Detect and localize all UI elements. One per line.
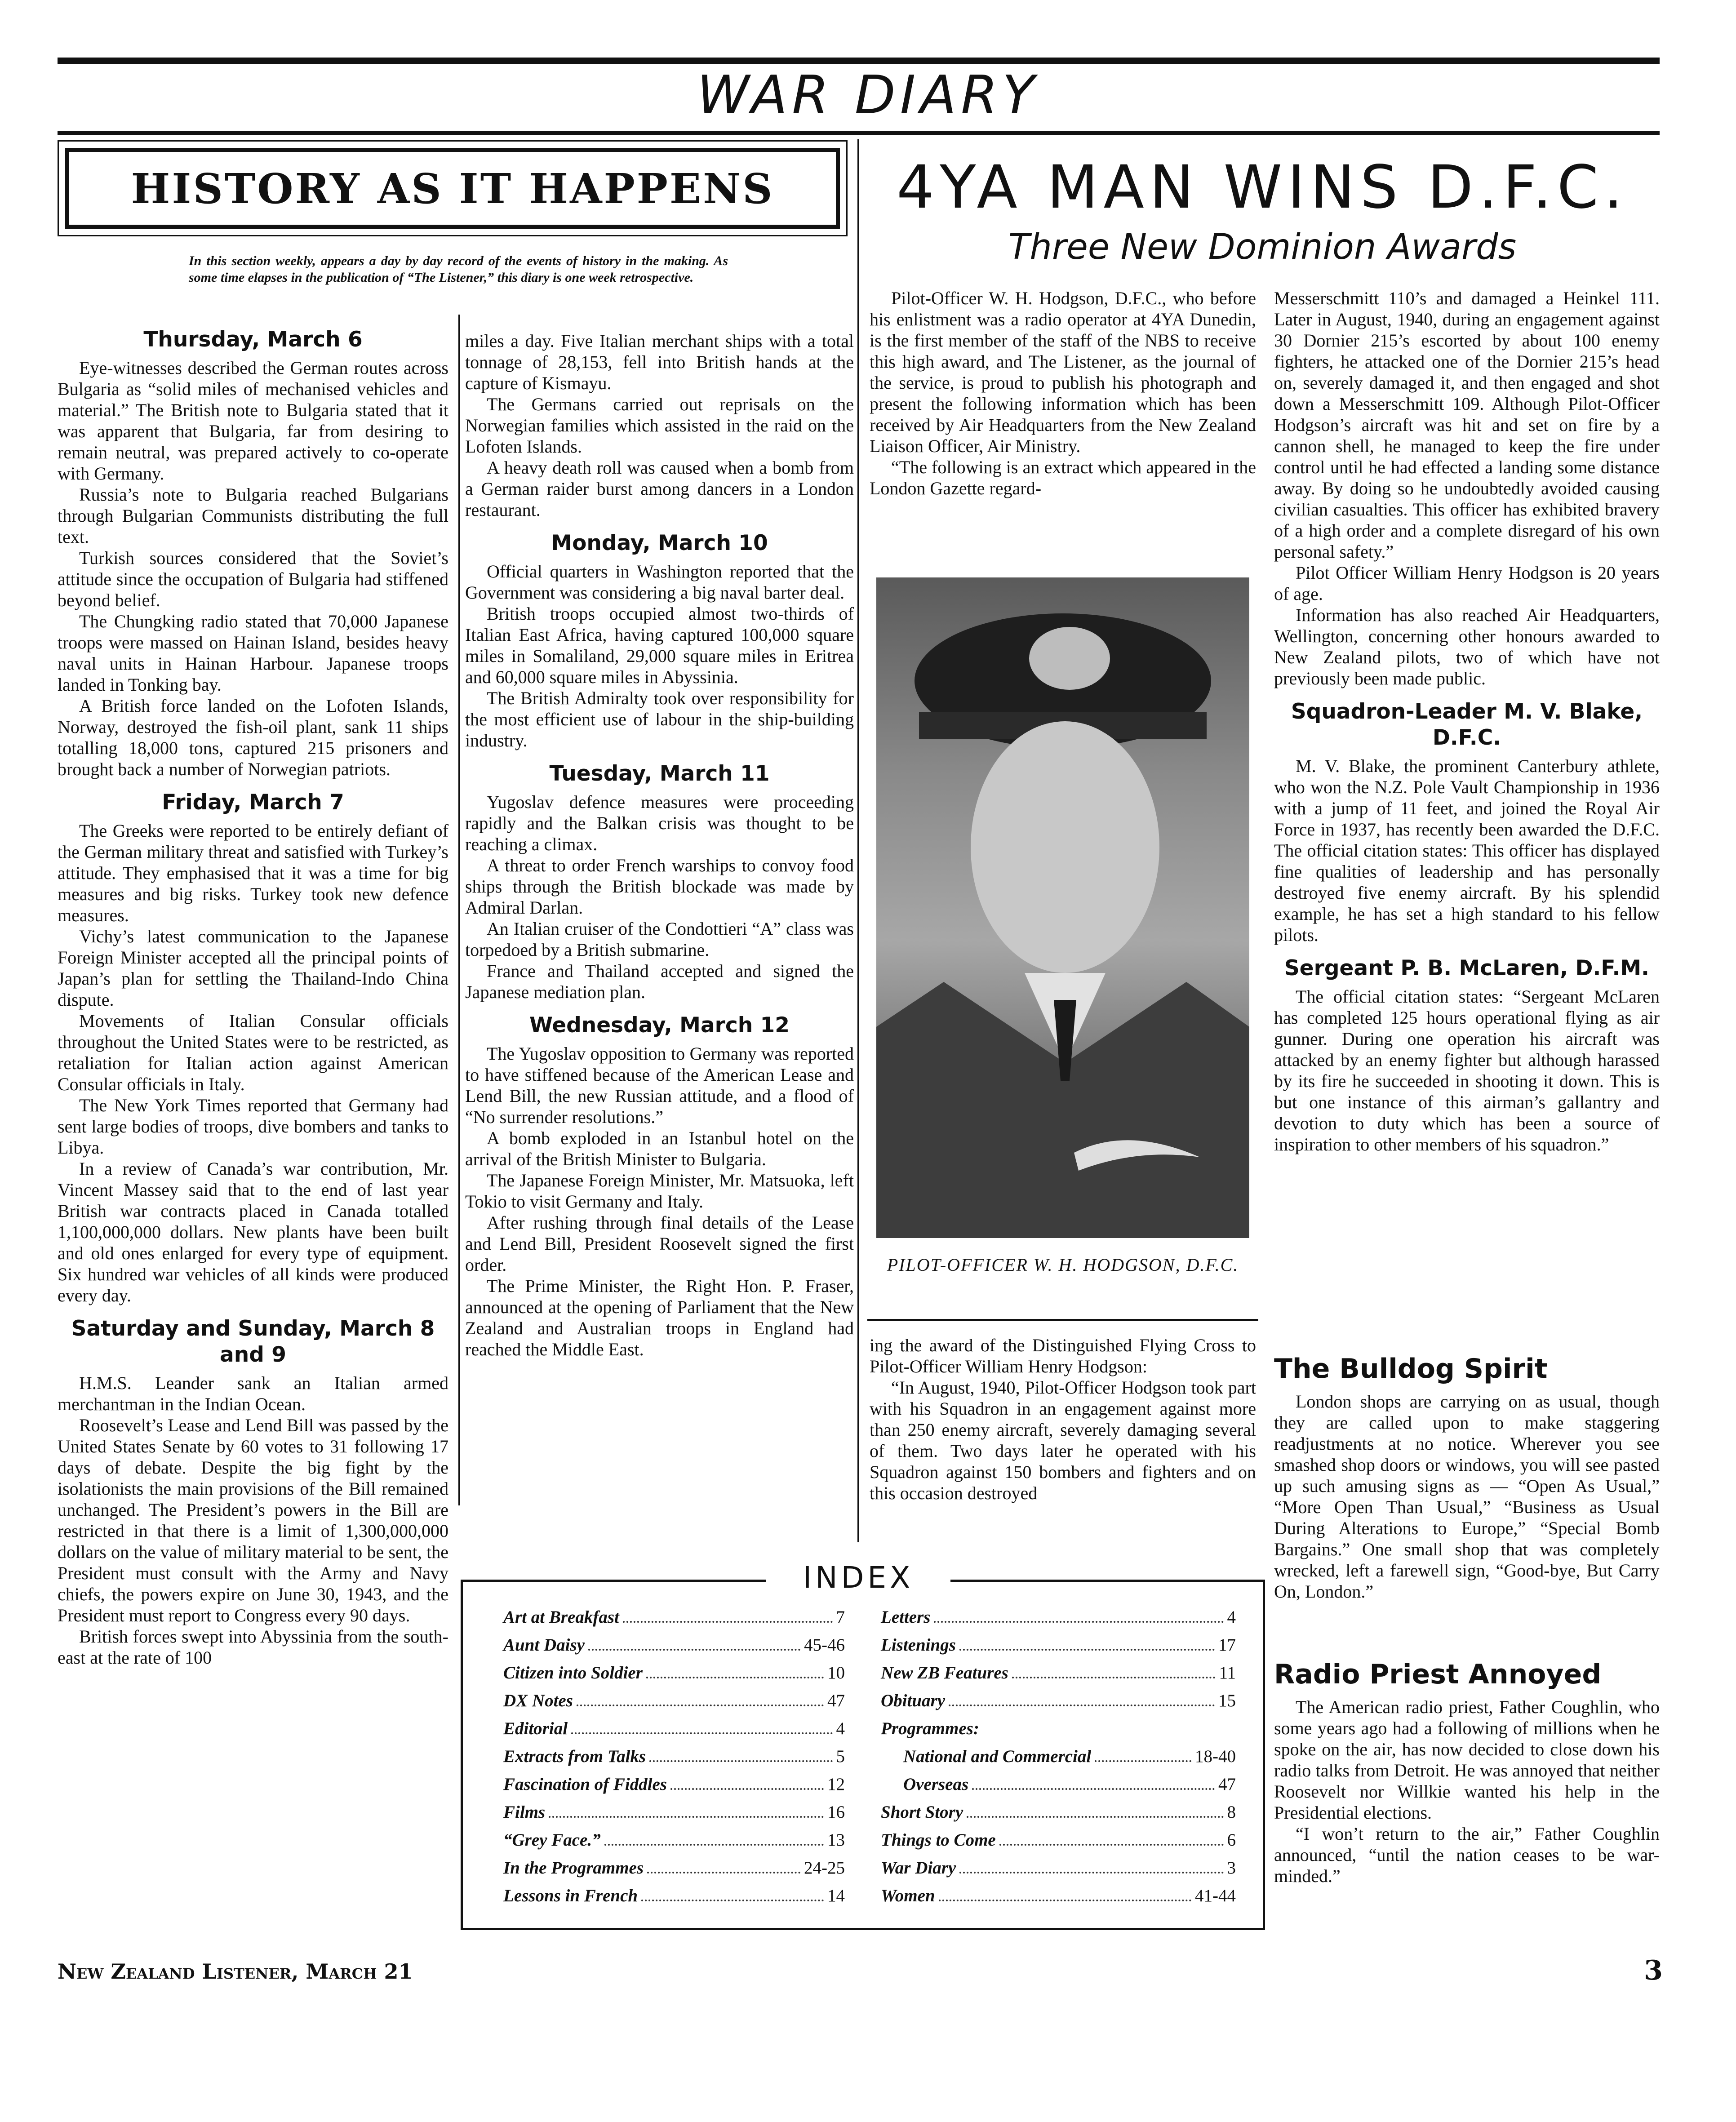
article-paragraph: Russia’s note to Bulgaria reached Bulgarians through Bulgarian Communists distributing the full text. xyxy=(58,484,448,547)
index-entry xyxy=(503,1607,845,1628)
diary-column-2 xyxy=(465,330,854,1544)
index-entry-page: 3 xyxy=(1227,1858,1236,1878)
index-entry xyxy=(503,1857,845,1879)
index-entry xyxy=(503,1885,845,1907)
caption-rule xyxy=(867,1319,1258,1321)
section-subheading: Wednesday, March 12 xyxy=(529,1013,790,1038)
article-paragraph: The British Admiralty took over responsibility for the most efficient use of labour in the ship-building industry. xyxy=(465,688,854,750)
index-leader-dots xyxy=(934,1607,1223,1623)
index-entry-label: Short Story xyxy=(881,1802,963,1822)
index-entry xyxy=(503,1829,845,1851)
index-entry-page: 15 xyxy=(1218,1691,1236,1710)
index-entry-page: 4 xyxy=(836,1719,845,1738)
article-paragraph: “The following is an extract which appeared in the London Gazette regard- xyxy=(870,457,1256,498)
index-leader-dots xyxy=(972,1774,1215,1790)
index-entry xyxy=(881,1885,1236,1907)
index-entry xyxy=(881,1607,1236,1628)
article-paragraph: In a review of Canada’s war contribution, Mr. Vincent Massey said that to the end of last year British war contracts placed in Canada totalled 1,100,000,000 dollars. New plants have been built and old ones enlarged for every type of equipment. Six hundred war vehicles of all kinds were produced every day. xyxy=(58,1159,448,1305)
index-entry xyxy=(881,1690,1236,1712)
index-entry-label: DX Notes xyxy=(503,1691,573,1710)
article-paragraph: A bomb exploded in an Istanbul hotel on the arrival of the British Minister to Bulgaria. xyxy=(465,1128,854,1169)
section-subheading: Friday, March 7 xyxy=(162,790,344,815)
section-subheading: Saturday and Sunday, March 8 and 9 xyxy=(71,1316,435,1367)
index-leader-dots xyxy=(939,1885,1191,1901)
article-paragraph: The official citation states: “Sergeant McLaren has completed 125 hours operational flying as air gunner. During one operation his aircraft was attacked by an enemy fighter but although harassed by its fire he succeeded in shooting it down. This is but one instance of this airman’s gallantry and devotion to duty which has been a source of inspiration to other members of his squadron.” xyxy=(1274,986,1660,1154)
radio-priest-paragraph: “I won’t return to the air,” Father Coughlin announced, “until the nation ceases to be war-minded.” xyxy=(1274,1824,1660,1886)
page-title: WAR DIARY xyxy=(697,64,1039,126)
index-entry-page: 14 xyxy=(827,1886,845,1905)
article-paragraph: The New York Times reported that Germany had sent large bodies of troops, dive bombers and tanks to Libya. xyxy=(58,1095,448,1158)
history-title-box xyxy=(58,140,848,236)
index-leader-dots xyxy=(959,1857,1223,1873)
article-paragraph: Official quarters in Washington reported that the Government was considering a big naval barter deal. xyxy=(465,561,854,603)
index-entry-label: Lessons in French xyxy=(503,1886,638,1905)
index-entry-label: Films xyxy=(503,1802,546,1822)
index-entry xyxy=(881,1829,1236,1851)
article-paragraph: A threat to order French warships to convoy food ships through the British blockade was made by Admiral Darlan. xyxy=(465,855,854,918)
index-entry-page: 18-40 xyxy=(1195,1747,1236,1766)
bulldog-article xyxy=(1274,1391,1660,1643)
article-paragraph: Yugoslav defence measures were proceeding rapidly and the Balkan crisis was thought to be reaching a climax. xyxy=(465,792,854,854)
index-box xyxy=(461,1580,1265,1930)
index-title: INDEX xyxy=(803,1560,914,1595)
index-entry-page: 24-25 xyxy=(804,1858,845,1878)
index-entry-label: Listenings xyxy=(881,1635,956,1655)
article-paragraph: The Chungking radio stated that 70,000 Japanese troops were massed on Hainan Island, besides heavy naval units in Hainan Harbour. Japanese troops landed in Tonking bay. xyxy=(58,611,448,695)
index-leader-dots xyxy=(967,1802,1223,1818)
article-paragraph: Messerschmitt 110’s and damaged a Heinkel 111. Later in August, 1940, during an engagement against 30 Dornier 215’s escorted by about 100 enemy fighters, he attacked one of the Dornier 215’s head on, severely damaged it, and then engaged and shot down a Messerschmitt 109. Although Pilot-Officer Hodgson’s aircraft was hit and set on fire by a cannon shell, he managed to keep the fire under control until he had effected a landing some distance away. By doing so he undoubtedly avoided causing civilian casualties. This officer has exhibited bravery of a high order and a complete disregard of his own personal safety.” xyxy=(1274,288,1660,562)
article-paragraph: The Japanese Foreign Minister, Mr. Matsuoka, left Tokio to visit Germany and Italy. xyxy=(465,1170,854,1212)
column-divider xyxy=(458,315,460,1505)
index-entry-label: Programmes: xyxy=(881,1719,979,1738)
index-entry-label: Things to Come xyxy=(881,1830,996,1850)
index-entry xyxy=(903,1746,1236,1767)
index-entry-page: 7 xyxy=(836,1607,845,1627)
article-paragraph: Eye-witnesses described the German routes across Bulgaria as “solid miles of mechanised vehicles and material.” The British note to Bulgaria stated that it was apparent that Bulgaria, far from desiring to remain neutral, was prepared actively to co-operate with Germany. xyxy=(58,358,448,484)
index-entry-page: 4 xyxy=(1227,1607,1236,1627)
article-paragraph: miles a day. Five Italian merchant ships with a total tonnage of 28,153, fell into British hands at the capture of Kismayu. xyxy=(465,331,854,393)
dfc-column-3-bottom xyxy=(870,1335,1256,1537)
article-paragraph: M. V. Blake, the prominent Canterbury athlete, who won the N.Z. Pole Vault Championship in 1936 with a jump of 11 feet, and joined the Royal Air Force in 1937, has recently been awarded the D.F.C. The official citation states: This officer has displayed fine qualities of leadership and has personally destroyed five enemy aircraft. By his splendid example, he has set a high standard to his fellow pilots. xyxy=(1274,756,1660,945)
article-paragraph: H.M.S. Leander sank an Italian armed merchantman in the Indian Ocean. xyxy=(58,1373,448,1414)
article-paragraph: The Yugoslav opposition to Germany was reported to have stiffened because of the American Lease and Lend Bill, the new Russian attitude, and a flood of “No surrender resolutions.” xyxy=(465,1043,854,1127)
article-paragraph: The Germans carried out reprisals on the Norwegian families which assisted in the raid on the Lofoten Islands. xyxy=(465,394,854,457)
index-entry-label: In the Programmes xyxy=(503,1858,644,1878)
article-paragraph: The Greeks were reported to be entirely defiant of the German military threat and satisfied with Turkey’s attitude. They emphasised that it was a time for big measures and big risks. Turkey took new defence measures. xyxy=(58,821,448,925)
index-leader-dots xyxy=(649,1746,832,1762)
index-entry-page: 11 xyxy=(1219,1663,1236,1683)
dfc-headline: 4YA MAN WINS D.F.C. xyxy=(897,153,1628,222)
index-entry xyxy=(503,1662,845,1684)
article-paragraph: “In August, 1940, Pilot-Officer Hodgson took part with his Squadron in an engagement against more than 250 enemy aircraft, severely damaging several of them. Two days later he operated with his Squadron against 150 bombers and fighters and on this occasion destroyed xyxy=(870,1377,1256,1503)
top-rule xyxy=(58,58,1660,64)
index-entry-page: 12 xyxy=(827,1775,845,1794)
index-entry xyxy=(881,1718,1236,1740)
index-entry-page: 10 xyxy=(827,1663,845,1683)
index-entry-page: 6 xyxy=(1227,1830,1236,1850)
index-leader-dots xyxy=(549,1802,824,1818)
article-paragraph: After rushing through final details of the Lease and Lend Bill, President Roosevelt signed the first order. xyxy=(465,1212,854,1275)
section-subheading: Squadron-Leader M. V. Blake, D.F.C. xyxy=(1291,699,1643,750)
index-entry-label: Women xyxy=(881,1886,935,1905)
page-number: 3 xyxy=(1644,1955,1663,1986)
index-entry-label: “Grey Face.” xyxy=(503,1830,601,1850)
index-entry xyxy=(881,1802,1236,1823)
index-entry xyxy=(503,1746,845,1767)
article-paragraph: A heavy death roll was caused when a bomb from a German raider burst among dancers in a London restaurant. xyxy=(465,457,854,520)
index-entry xyxy=(881,1634,1236,1656)
article-paragraph: British troops occupied almost two-thirds of Italian East Africa, having captured 100,000 square miles in Somaliland, 29,000 square miles in Eritrea and 60,000 square miles in Abyssinia. xyxy=(465,604,854,687)
article-paragraph: Movements of Italian Consular officials throughout the United States were to be restricted, as retaliation for Italian action against American Consular officials in Italy. xyxy=(58,1011,448,1094)
article-paragraph: Information has also reached Air Headquarters, Wellington, concerning other honours awarded to New Zealand pilots, two of which have not previously been made public. xyxy=(1274,605,1660,688)
article-paragraph: An Italian cruiser of the Condottieri “A” class was torpedoed by a British submarine. xyxy=(465,919,854,960)
index-leader-dots xyxy=(646,1662,824,1678)
photo-caption: PILOT-OFFICER W. H. HODGSON, D.F.C. xyxy=(887,1255,1239,1275)
section-subheading: Tuesday, March 11 xyxy=(549,761,770,786)
index-leader-dots xyxy=(571,1718,832,1734)
article-paragraph: France and Thailand accepted and signed the Japanese mediation plan. xyxy=(465,961,854,1002)
article-paragraph: A British force landed on the Lofoten Islands, Norway, destroyed the fish-oil plant, sank 11 ships totalling 18,000 tons, captured 215 prisoners and brought back a number of Norwegian patriots. xyxy=(58,696,448,779)
index-leader-dots xyxy=(1095,1746,1191,1762)
index-leader-dots xyxy=(623,1607,833,1623)
index-entry-label: Letters xyxy=(881,1607,931,1627)
index-entry-page: 5 xyxy=(836,1747,845,1766)
index-leader-dots xyxy=(999,1829,1224,1846)
index-leader-dots xyxy=(949,1690,1215,1706)
index-entry xyxy=(503,1718,845,1740)
header-rule xyxy=(58,131,1660,135)
dfc-column-3-top xyxy=(870,288,1256,562)
index-entry xyxy=(881,1857,1236,1879)
index-entry xyxy=(503,1802,845,1823)
bulldog-paragraph: London shops are carrying on as usual, though they are called upon to make staggering readjustments at no notice. Wherever you see smashed shop doors or windows, you will see pasted up such amusing signs as — “Open As Usual,” “More Open Than Usual,” “Business as Usual During Alterations to Europe,” “Special Bomb Bargains.” One small shop that was completely wrecked, left a farewell sign, “Good-bye, But Carry On, London.” xyxy=(1274,1391,1660,1602)
index-entry xyxy=(881,1662,1236,1684)
index-entry-page: 41-44 xyxy=(1195,1886,1236,1905)
history-title: HISTORY AS IT HAPPENS xyxy=(131,164,774,213)
column-divider xyxy=(857,139,859,1542)
article-paragraph: Turkish sources considered that the Soviet’s attitude since the occupation of Bulgaria had stiffened beyond belief. xyxy=(58,548,448,610)
index-leader-dots xyxy=(588,1634,800,1651)
pilot-photo xyxy=(876,577,1249,1238)
index-entry xyxy=(903,1774,1236,1795)
history-intro: In this section weekly, appears a day by day record of the events of history in the making. As some time elapses in the publication of “The Listener,” this diary is one week retrospective. xyxy=(189,253,728,285)
radio-priest-title: Radio Priest Annoyed xyxy=(1274,1659,1602,1690)
article-paragraph: Pilot-Officer W. H. Hodgson, D.F.C., who before his enlistment was a radio operator at 4YA Dunedin, is the first member of the staff of the NBS to receive this high award, and The Listener, as the journal of the service, is proud to publish his photograph and present the following information which has been received by Air Headquarters from the New Zealand Liaison Officer, Air Ministry. xyxy=(870,288,1256,456)
index-entry-label: Extracts from Talks xyxy=(503,1747,646,1766)
article-paragraph: Vichy’s latest communication to the Japanese Foreign Minister accepted all the principal points of Japan’s plan for settling the Thailand-Indo China dispute. xyxy=(58,926,448,1010)
index-leader-dots xyxy=(641,1885,824,1901)
index-entry-label: Fascination of Fiddles xyxy=(503,1775,667,1794)
radio-priest-paragraph: The American radio priest, Father Coughlin, who some years ago had a following of millions when he spoke on the air, has now decided to close down his radio talks from Detroit. He was annoyed that neither Roosevelt nor Willkie wanted his help in the Presidential elections. xyxy=(1274,1697,1660,1823)
index-entry-page: 17 xyxy=(1218,1635,1236,1655)
index-leader-dots xyxy=(577,1690,824,1706)
section-subheading: Thursday, March 6 xyxy=(143,327,363,352)
index-entry-label: Obituary xyxy=(881,1691,946,1710)
index-leader-dots xyxy=(647,1857,800,1873)
index-entry-label: War Diary xyxy=(881,1858,956,1878)
article-paragraph: Pilot Officer William Henry Hodgson is 20 years of age. xyxy=(1274,563,1660,604)
index-entry-page: 8 xyxy=(1227,1802,1236,1822)
dfc-column-4 xyxy=(1274,288,1660,1339)
index-entry-label: National and Commercial xyxy=(903,1747,1092,1766)
index-entry xyxy=(503,1690,845,1712)
pilot-portrait-icon xyxy=(876,577,1249,1238)
radio-priest-article xyxy=(1274,1696,1660,1930)
bulldog-title: The Bulldog Spirit xyxy=(1274,1353,1548,1385)
index-entry xyxy=(503,1634,845,1656)
index-entry-label: New ZB Features xyxy=(881,1663,1008,1683)
index-leader-dots xyxy=(959,1634,1215,1651)
index-entry-label: Art at Breakfast xyxy=(503,1607,619,1627)
index-entry-page: 16 xyxy=(827,1802,845,1822)
publication-footer: New Zealand Listener, March 21 xyxy=(58,1959,413,1984)
index-entry-label: Editorial xyxy=(503,1719,568,1738)
article-paragraph: The Prime Minister, the Right Hon. P. Fraser, announced at the opening of Parliament that the New Zealand and Australian troops in England had reached the Middle East. xyxy=(465,1276,854,1359)
section-subheading: Monday, March 10 xyxy=(551,531,768,555)
diary-column-1 xyxy=(58,317,448,1926)
article-paragraph: ing the award of the Distinguished Flying Cross to Pilot-Officer William Henry Hodgson: xyxy=(870,1335,1256,1376)
index-entry-page: 45-46 xyxy=(804,1635,845,1655)
index-entry-page: 47 xyxy=(827,1691,845,1710)
section-subheading: Sergeant P. B. McLaren, D.F.M. xyxy=(1284,956,1650,981)
index-leader-dots xyxy=(604,1829,824,1846)
index-entry-label: Overseas xyxy=(903,1775,969,1794)
index-entry-page: 13 xyxy=(827,1830,845,1850)
index-leader-dots xyxy=(670,1774,824,1790)
article-paragraph: British forces swept into Abyssinia from the south-east at the rate of 100 xyxy=(58,1626,448,1668)
index-entry-label: Citizen into Soldier xyxy=(503,1663,643,1683)
index-leader-dots xyxy=(1012,1662,1216,1678)
dfc-subhead: Three New Dominion Awards xyxy=(1008,227,1517,267)
article-paragraph: Roosevelt’s Lease and Lend Bill was passed by the United States Senate by 60 votes to 31 following 17 days of debate. Despite the big fight by the isolationists the main provisions of the Bill remained unchanged. The President’s powers in the Bill are restricted in that there is a limit of 1,300,000,000 dollars on the value of military material to be sent, the President must consult with the Army and Navy chiefs, the powers expire on June 30, 1943, and the President must report to Congress every 90 days. xyxy=(58,1415,448,1625)
index-entry-label: Aunt Daisy xyxy=(503,1635,585,1655)
index-entry-page: 47 xyxy=(1218,1775,1236,1794)
index-entry xyxy=(503,1774,845,1795)
